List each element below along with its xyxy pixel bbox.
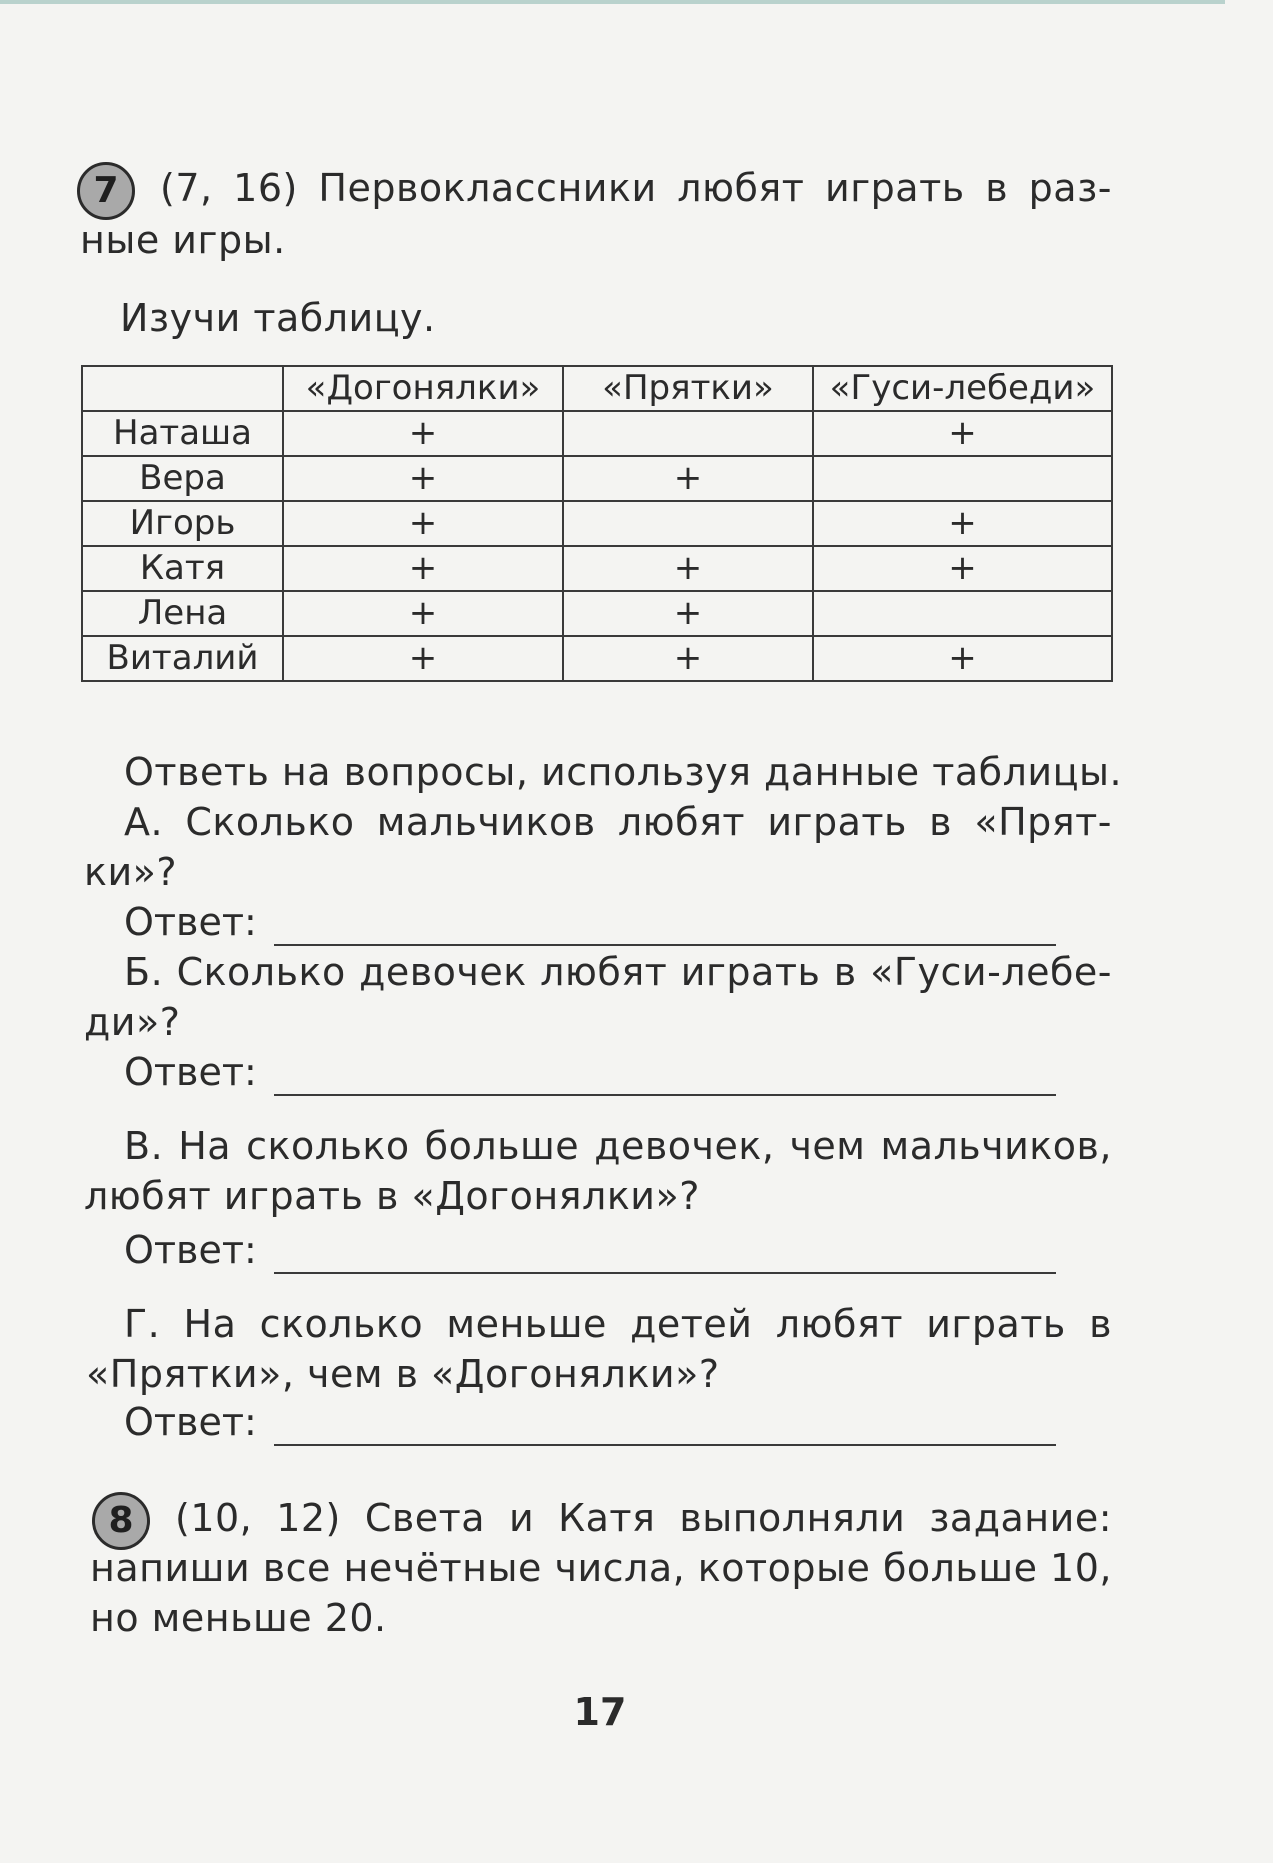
top-decorative-rule (0, 0, 1225, 4)
answer-row-a (124, 900, 1064, 950)
table-cell: + (563, 591, 813, 636)
table-cell-name: Лена (82, 591, 283, 636)
table-header-pryatki: «Прятки» (563, 366, 813, 411)
table-header-row (82, 366, 1112, 411)
table-cell-name: Наташа (82, 411, 283, 456)
table-cell-name: Виталий (82, 636, 283, 681)
table-cell-name: Катя (82, 546, 283, 591)
task-7-intro-line-2: ные игры. (80, 218, 286, 262)
table-cell: + (813, 411, 1112, 456)
table-cell: + (563, 456, 813, 501)
table-row (82, 636, 1112, 681)
table-cell: + (813, 546, 1112, 591)
table-row (82, 546, 1112, 591)
table-row (82, 591, 1112, 636)
answer-row-b (124, 1050, 1064, 1100)
question-d-line-2: «Прятки», чем в «Догонялки»? (86, 1352, 720, 1396)
task-8-line-3: но меньше 20. (90, 1596, 387, 1640)
question-c-line-2: любят играть в «Догонялки»? (84, 1174, 700, 1218)
table-cell: + (283, 636, 563, 681)
answer-label: Ответ: (124, 900, 257, 944)
page-number: 17 (573, 1690, 627, 1734)
table-header-dogonyalki: «Догонялки» (283, 366, 563, 411)
table-cell: + (563, 546, 813, 591)
question-d-line-1: Г. На сколько меньше детей любят играть в (124, 1302, 1112, 1346)
task-8-badge: 8 (92, 1492, 150, 1550)
table-cell: + (283, 456, 563, 501)
answer-input-line[interactable] (274, 1094, 1056, 1096)
table-cell: + (563, 636, 813, 681)
question-a-line-1: А. Сколько мальчиков любят играть в «Прят- (124, 800, 1112, 844)
table-cell: + (283, 591, 563, 636)
table-row (82, 456, 1112, 501)
table-cell: + (283, 501, 563, 546)
question-a-line-2: ки»? (84, 850, 178, 894)
task-8-line-1: (10, 12) Света и Катя выполняли задание: (175, 1496, 1112, 1540)
table-cell (813, 591, 1112, 636)
questions-intro: Ответь на вопросы, используя данные таблицы. (124, 750, 1123, 794)
table-cell (563, 411, 813, 456)
answer-input-line[interactable] (274, 1272, 1056, 1274)
table-cell (813, 456, 1112, 501)
table-row (82, 501, 1112, 546)
table-row (82, 411, 1112, 456)
task-8-line-2: напиши все нечётные числа, которые больше 10, (90, 1546, 1112, 1590)
table-cell-name: Вера (82, 456, 283, 501)
task-7-instruction: Изучи таблицу. (120, 296, 436, 340)
answer-label: Ответ: (124, 1050, 257, 1094)
question-c-line-1: В. На сколько больше девочек, чем мальчиков, (124, 1124, 1112, 1168)
table-cell: + (283, 411, 563, 456)
table-header-corner (82, 366, 283, 411)
answer-label: Ответ: (124, 1228, 257, 1272)
table-cell: + (813, 501, 1112, 546)
question-b-line-1: Б. Сколько девочек любят играть в «Гуси-лебе- (124, 950, 1112, 994)
games-table (81, 365, 1113, 682)
answer-input-line[interactable] (274, 1444, 1056, 1446)
table-cell-name: Игорь (82, 501, 283, 546)
answer-label: Ответ: (124, 1400, 257, 1444)
answer-row-d (124, 1400, 1064, 1450)
table-header-gusi-lebedi: «Гуси-лебеди» (813, 366, 1112, 411)
question-b-line-2: ди»? (84, 1000, 181, 1044)
task-7-badge: 7 (77, 162, 135, 220)
answer-row-c (124, 1228, 1064, 1278)
answer-input-line[interactable] (274, 944, 1056, 946)
table-cell: + (283, 546, 563, 591)
table-cell (563, 501, 813, 546)
table-cell: + (813, 636, 1112, 681)
task-7-intro-line-1: (7, 16) Первоклассники любят играть в раз- (160, 166, 1112, 210)
